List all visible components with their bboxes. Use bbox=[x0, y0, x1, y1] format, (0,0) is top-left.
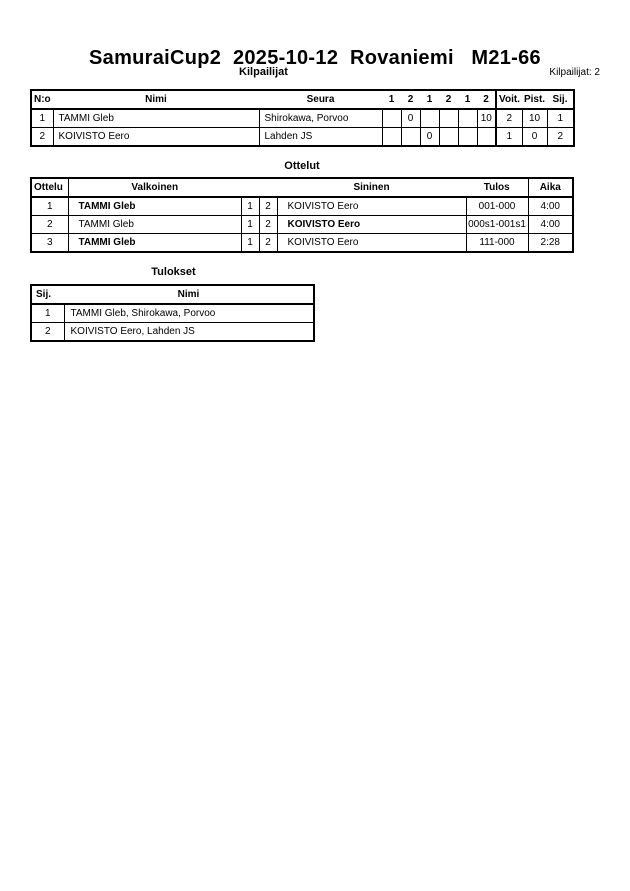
round-score bbox=[382, 109, 401, 128]
match-time: 4:00 bbox=[528, 216, 573, 234]
col-header-blue: Sininen bbox=[277, 178, 466, 197]
result-place: 1 bbox=[31, 304, 64, 323]
round-score bbox=[477, 128, 496, 147]
competitor-wins: 2 bbox=[496, 109, 522, 128]
col-header-white: Valkoinen bbox=[68, 178, 241, 197]
round-score: 0 bbox=[401, 109, 420, 128]
competitors-table bbox=[30, 89, 575, 147]
white-competitor-no: 1 bbox=[241, 197, 259, 216]
blue-competitor-no: 2 bbox=[259, 197, 277, 216]
round-score: 0 bbox=[420, 128, 439, 147]
col-header-club: Seura bbox=[259, 90, 382, 109]
round-score bbox=[458, 109, 477, 128]
col-header-round: 1 bbox=[420, 90, 439, 109]
white-competitor bbox=[68, 234, 241, 253]
match-result: 111-000 bbox=[466, 234, 528, 253]
col-header-no: N:o bbox=[31, 90, 53, 109]
matches-table bbox=[30, 177, 574, 253]
col-header-match: Ottelu bbox=[31, 178, 68, 197]
col-header-round: 1 bbox=[458, 90, 477, 109]
result-place: 2 bbox=[31, 323, 64, 342]
col-header-white-no bbox=[241, 178, 259, 197]
blue-competitor-name: KOIVISTO Eero bbox=[287, 237, 359, 248]
col-header-round: 2 bbox=[439, 90, 458, 109]
white-competitor-name: TAMMI Gleb bbox=[78, 201, 136, 212]
match-result: 001-000 bbox=[466, 197, 528, 216]
col-header-round: 2 bbox=[401, 90, 420, 109]
col-header-place: Sij. bbox=[31, 285, 64, 304]
match-time: 4:00 bbox=[528, 197, 573, 216]
competitor-club: Shirokawa, Porvoo bbox=[259, 109, 382, 128]
competitor-points: 0 bbox=[522, 128, 547, 147]
match-row bbox=[31, 234, 573, 253]
round-score bbox=[439, 109, 458, 128]
white-competitor-name: TAMMI Gleb bbox=[78, 219, 134, 230]
competitors-heading: Kilpailijat bbox=[239, 66, 288, 78]
competitor-no: 1 bbox=[31, 109, 53, 128]
competitor-row bbox=[31, 128, 574, 147]
round-score bbox=[458, 128, 477, 147]
competitor-row bbox=[31, 109, 574, 128]
blue-competitor bbox=[277, 216, 466, 234]
match-no: 3 bbox=[31, 234, 68, 253]
blue-competitor-name: KOIVISTO Eero bbox=[287, 219, 361, 230]
white-competitor-name: TAMMI Gleb bbox=[78, 237, 136, 248]
result-name: KOIVISTO Eero, Lahden JS bbox=[64, 323, 314, 342]
match-row bbox=[31, 197, 573, 216]
competitor-club: Lahden JS bbox=[259, 128, 382, 147]
white-competitor bbox=[68, 216, 241, 234]
blue-competitor bbox=[277, 234, 466, 253]
competitor-place: 2 bbox=[547, 128, 574, 147]
results-heading: Tulokset bbox=[151, 266, 196, 278]
result-row bbox=[31, 323, 314, 342]
white-competitor bbox=[68, 197, 241, 216]
col-header-blue-no bbox=[259, 178, 277, 197]
blue-competitor-name: KOIVISTO Eero bbox=[287, 201, 359, 212]
round-score: 10 bbox=[477, 109, 496, 128]
blue-competitor bbox=[277, 197, 466, 216]
match-result: 000s1-001s1 bbox=[466, 216, 528, 234]
white-competitor-no: 1 bbox=[241, 216, 259, 234]
col-header-points: Pist. bbox=[522, 90, 547, 109]
competitor-name: TAMMI Gleb bbox=[53, 109, 259, 128]
results-header-row bbox=[31, 285, 314, 304]
col-header-time: Aika bbox=[528, 178, 573, 197]
col-header-name: Nimi bbox=[53, 90, 259, 109]
match-no: 1 bbox=[31, 197, 68, 216]
blue-competitor-no: 2 bbox=[259, 216, 277, 234]
col-header-place: Sij. bbox=[547, 90, 574, 109]
result-name: TAMMI Gleb, Shirokawa, Porvoo bbox=[64, 304, 314, 323]
matches-header-row bbox=[31, 178, 573, 197]
competitor-wins: 1 bbox=[496, 128, 522, 147]
result-row bbox=[31, 304, 314, 323]
round-score bbox=[401, 128, 420, 147]
competitors-header-row bbox=[31, 90, 574, 109]
white-competitor-no: 1 bbox=[241, 234, 259, 253]
competitor-no: 2 bbox=[31, 128, 53, 147]
blue-competitor-no: 2 bbox=[259, 234, 277, 253]
match-time: 2:28 bbox=[528, 234, 573, 253]
matches-heading: Ottelut bbox=[284, 160, 320, 172]
col-header-round: 1 bbox=[382, 90, 401, 109]
competitor-points: 10 bbox=[522, 109, 547, 128]
competitors-count: Kilpailijat: 2 bbox=[549, 67, 600, 78]
competitor-place: 1 bbox=[547, 109, 574, 128]
col-header-wins: Voit. bbox=[496, 90, 522, 109]
col-header-round: 2 bbox=[477, 90, 496, 109]
round-score bbox=[382, 128, 401, 147]
round-score bbox=[439, 128, 458, 147]
col-header-result: Tulos bbox=[466, 178, 528, 197]
match-row bbox=[31, 216, 573, 234]
results-table bbox=[30, 284, 315, 342]
col-header-name: Nimi bbox=[64, 285, 314, 304]
match-no: 2 bbox=[31, 216, 68, 234]
competitor-name: KOIVISTO Eero bbox=[53, 128, 259, 147]
round-score bbox=[420, 109, 439, 128]
page-title: SamuraiCup2 2025-10-12 Rovaniemi M21-66 bbox=[89, 47, 541, 69]
